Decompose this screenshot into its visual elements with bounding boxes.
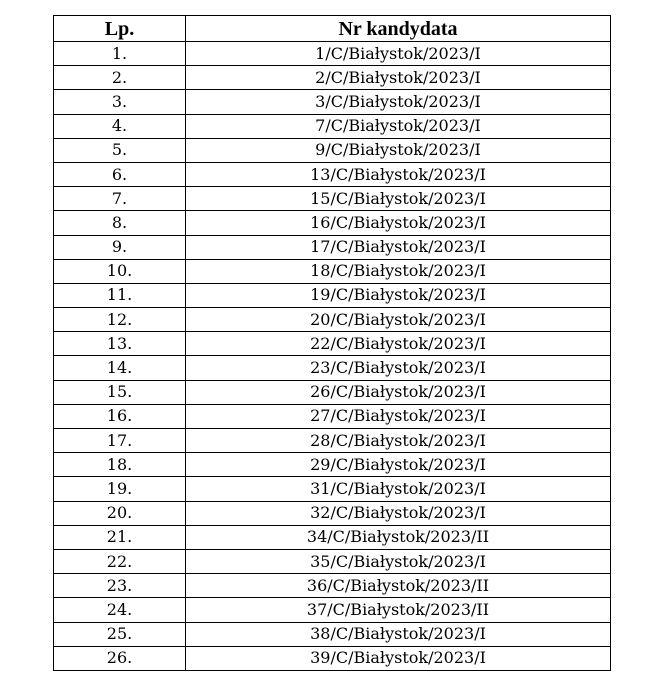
row-number-cell: 4.: [54, 114, 186, 138]
row-number-cell: 15.: [54, 380, 186, 404]
candidate-number-cell: 15/C/Białystok/2023/I: [186, 187, 611, 211]
row-number-cell: 25.: [54, 622, 186, 646]
candidate-number-cell: 20/C/Białystok/2023/I: [186, 308, 611, 332]
row-number-cell: 23.: [54, 574, 186, 598]
table-row: [54, 332, 611, 356]
table-row: [54, 622, 611, 646]
row-number-cell: 9.: [54, 235, 186, 259]
table-row: [54, 429, 611, 453]
candidate-number-cell: 17/C/Białystok/2023/I: [186, 235, 611, 259]
table-row: [54, 549, 611, 573]
row-number-cell: 21.: [54, 525, 186, 549]
table-row: [54, 477, 611, 501]
candidate-number-cell: 16/C/Białystok/2023/I: [186, 211, 611, 235]
candidate-number-cell: 3/C/Białystok/2023/I: [186, 90, 611, 114]
candidate-number-cell: 35/C/Białystok/2023/I: [186, 549, 611, 573]
table-row: [54, 235, 611, 259]
row-number-cell: 13.: [54, 332, 186, 356]
candidate-number-cell: 9/C/Białystok/2023/I: [186, 138, 611, 162]
row-number-cell: 26.: [54, 646, 186, 670]
candidate-table-container: [53, 15, 611, 671]
candidate-number-cell: 23/C/Białystok/2023/I: [186, 356, 611, 380]
row-number-cell: 22.: [54, 549, 186, 573]
table-row: [54, 66, 611, 90]
table-row: [54, 211, 611, 235]
row-number-cell: 6.: [54, 162, 186, 186]
table-header-row: [54, 16, 611, 42]
row-number-cell: 19.: [54, 477, 186, 501]
candidate-number-cell: 7/C/Białystok/2023/I: [186, 114, 611, 138]
candidate-number-cell: 34/C/Białystok/2023/II: [186, 525, 611, 549]
candidate-number-cell: 19/C/Białystok/2023/I: [186, 283, 611, 307]
row-number-cell: 24.: [54, 598, 186, 622]
candidate-number-cell: 39/C/Białystok/2023/I: [186, 646, 611, 670]
table-row: [54, 525, 611, 549]
row-number-cell: 20.: [54, 501, 186, 525]
table-row: [54, 114, 611, 138]
row-number-cell: 10.: [54, 259, 186, 283]
row-number-cell: 1.: [54, 42, 186, 66]
table-row: [54, 453, 611, 477]
candidate-number-cell: 32/C/Białystok/2023/I: [186, 501, 611, 525]
candidate-number-cell: 29/C/Białystok/2023/I: [186, 453, 611, 477]
candidate-number-cell: 31/C/Białystok/2023/I: [186, 477, 611, 501]
row-number-cell: 17.: [54, 429, 186, 453]
candidate-number-cell: 26/C/Białystok/2023/I: [186, 380, 611, 404]
row-number-cell: 8.: [54, 211, 186, 235]
table-row: [54, 90, 611, 114]
candidate-number-cell: 13/C/Białystok/2023/I: [186, 162, 611, 186]
candidate-number-cell: 37/C/Białystok/2023/II: [186, 598, 611, 622]
row-number-cell: 14.: [54, 356, 186, 380]
table-row: [54, 574, 611, 598]
table-row: [54, 646, 611, 670]
table-row: [54, 138, 611, 162]
row-number-cell: 2.: [54, 66, 186, 90]
candidate-number-cell: 36/C/Białystok/2023/II: [186, 574, 611, 598]
table-row: [54, 162, 611, 186]
row-number-cell: 5.: [54, 138, 186, 162]
table-row: [54, 356, 611, 380]
candidate-number-cell: 38/C/Białystok/2023/I: [186, 622, 611, 646]
candidate-number-cell: 22/C/Białystok/2023/I: [186, 332, 611, 356]
candidate-number-cell: 27/C/Białystok/2023/I: [186, 404, 611, 428]
table-row: [54, 598, 611, 622]
row-number-cell: 7.: [54, 187, 186, 211]
row-number-cell: 16.: [54, 404, 186, 428]
header-nr-kandydata: Nr kandydata: [186, 16, 611, 42]
row-number-cell: 18.: [54, 453, 186, 477]
candidate-number-cell: 28/C/Białystok/2023/I: [186, 429, 611, 453]
table-row: [54, 308, 611, 332]
row-number-cell: 12.: [54, 308, 186, 332]
candidate-table: [53, 15, 611, 671]
row-number-cell: 11.: [54, 283, 186, 307]
candidate-number-cell: 2/C/Białystok/2023/I: [186, 66, 611, 90]
candidate-number-cell: 18/C/Białystok/2023/I: [186, 259, 611, 283]
row-number-cell: 3.: [54, 90, 186, 114]
table-body: [54, 42, 611, 671]
header-lp: Lp.: [54, 16, 186, 42]
candidate-number-cell: 1/C/Białystok/2023/I: [186, 42, 611, 66]
table-row: [54, 380, 611, 404]
table-row: [54, 259, 611, 283]
table-row: [54, 404, 611, 428]
table-row: [54, 283, 611, 307]
table-row: [54, 187, 611, 211]
table-row: [54, 42, 611, 66]
table-row: [54, 501, 611, 525]
